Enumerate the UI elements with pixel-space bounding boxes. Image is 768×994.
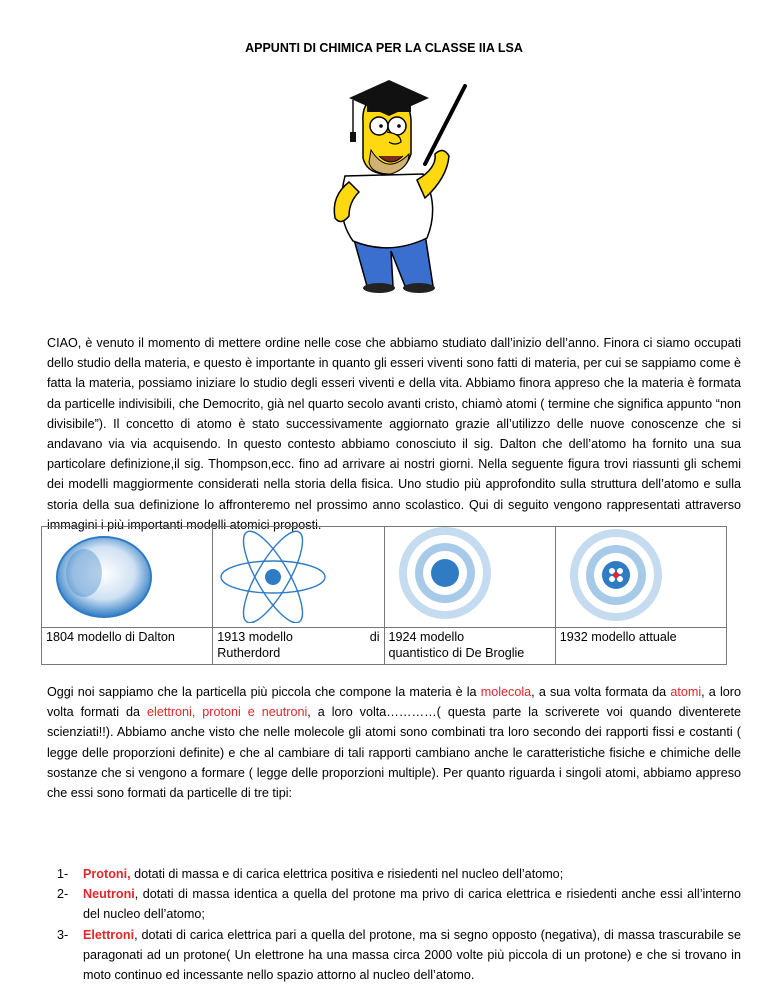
current-model-image — [556, 527, 756, 623]
rutherford-model-cell — [213, 527, 384, 628]
matter-structure-paragraph: Oggi noi sappiamo che la particella più piccola che compone la materia è la molecola, a sua volta formata da atomi, a loro volta formati da elettroni, protoni e neutroni, a loro volta…………( questa parte la scriverete voi quando diventerete scienziati!!). Abbiamo anche visto che nelle molecole gli atomi sono combinati tra loro secondo dei rapporti fissi e costanti ( legge delle proporzioni definite) e che al cambiare di tali rapporti cambiano anche le caratteristiche fisiche e chimiche delle sostanze che si vengono a formare ( legge delle proporzioni multiple). Per quanto riguarda i singoli atomi, abbiamo appreso che essi sono formati da particelle di tre tipi: — [47, 685, 741, 801]
current-model-caption: 1932 modello attuale — [555, 628, 726, 665]
rutherford-model-image — [213, 527, 368, 623]
atomic-models-table — [41, 526, 727, 665]
dalton-model-cell — [42, 527, 213, 628]
intro-paragraph: CIAO, è venuto il momento di mettere ordine nelle cose che abbiamo studiato dall’inizio dell’anno. Finora ci siamo occupati dello studio della materia, e questo è importante in quanto gli esseri viventi sono fatti di materia, per cui se sappiamo come è fatta la materia, possiamo iniziare lo studio degli esseri viventi e della vita. Abbiamo finora appreso che la materia è formata da particelle indivisibili, che Democrito, già nel quarto secolo avanti cristo, chiamò atomi ( termine che significa appunto “non divisibile”). Il concetto di atomo è stato successivamente aggiornato grazie all’utilizzo delle nuove conoscenze che si andavano via via acquisendo. In questo contesto abbiamo conosciuto il sig. Dalton che dell’atomo ha fornito una sua particolare definizione,il sig. Thompson,ecc. fino ad arrivare ai nostri giorni. Nella seguente figura trovi riassunti gli schemi dei modelli maggiormente considerati nella storia della fisica. Uno studio più approfondito sulla struttura dell’atomo e sulla storia della sua definizione lo affronteremo nel prossimo anno scolastico. Qui di seguito vengono rappresentati attraverso immagini i più importanti modelli atomici proposti. — [47, 336, 741, 532]
dalton-model-image — [42, 527, 212, 623]
rutherford-caption: 1913 modello di Rutherdord — [213, 628, 384, 665]
particles-term: elettroni, protoni e neutroni — [147, 705, 308, 720]
current-model-cell — [555, 527, 726, 628]
molecola-term: molecola — [480, 685, 532, 699]
atomi-term: atomi — [670, 685, 702, 699]
list-item: 2- Neutroni, dotati di massa identica a quella del protone ma privo di carica elettrica e risiedenti anche essi all’interno del nucleo dell’atomo; — [57, 887, 741, 922]
list-item: 1- Protoni, dotati di massa e di carica elettrica positiva e risiedenti nel nucleo dell’atomo; — [57, 867, 564, 881]
de-broglie-model-image — [385, 527, 540, 623]
page-title: APPUNTI DI CHIMICA PER LA CLASSE IIA LSA — [245, 41, 523, 55]
dalton-caption: 1804 modello di Dalton — [42, 628, 213, 665]
cartoon-professor-illustration — [305, 76, 475, 294]
de-broglie-caption: 1924 modello quantistico di De Broglie — [384, 628, 555, 665]
list-item: 3- Elettroni, dotati di carica elettrica pari a quella del protone, ma si segno opposto (negativa), di massa trascurabile se paragonati ad un protone( Un elettrone ha una massa circa 2000 volte più piccola di un protone) e che si trovano in moto continuo ed incessante nello spazio attorno al nucleo dell’atomo. — [57, 927, 741, 983]
particle-types-list — [47, 864, 741, 985]
de-broglie-model-cell — [384, 527, 555, 628]
